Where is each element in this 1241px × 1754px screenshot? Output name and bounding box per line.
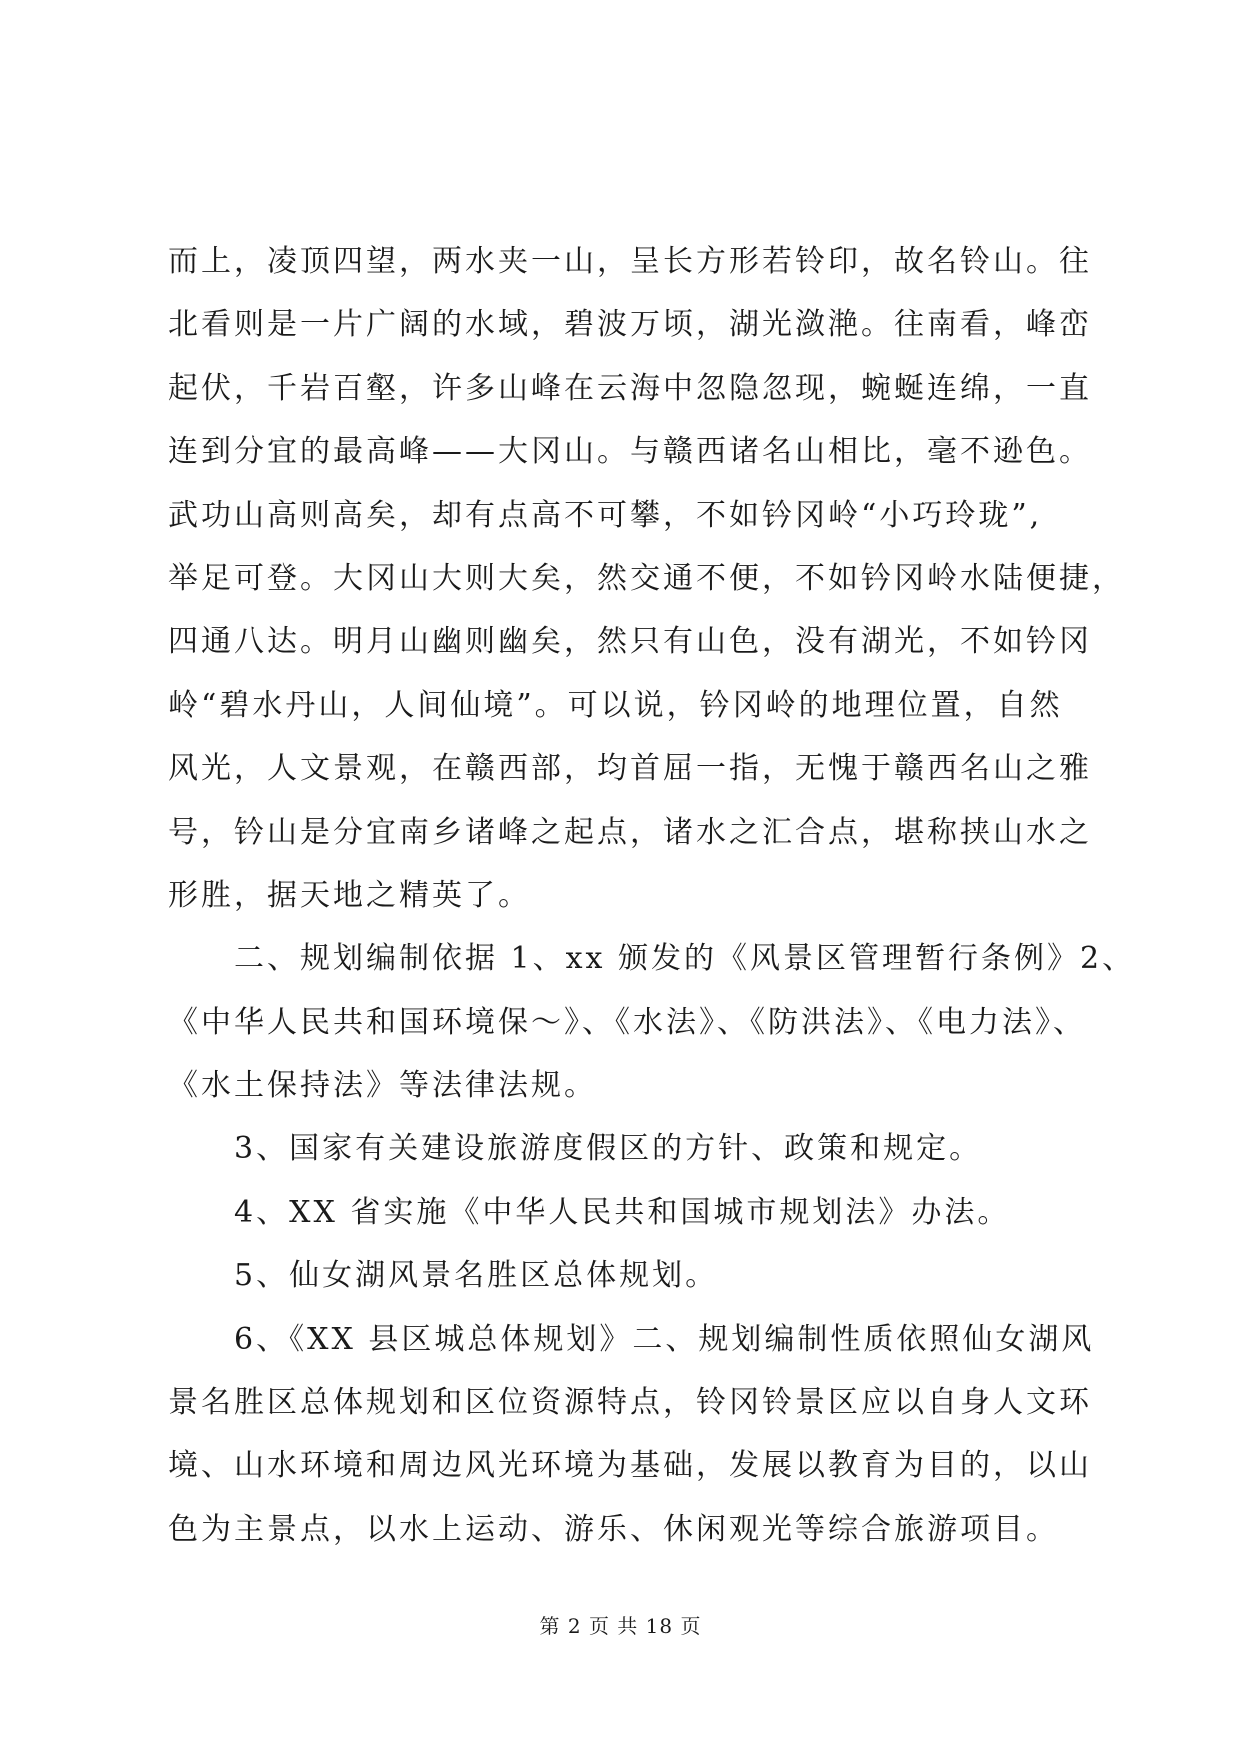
text-line: 境、山水环境和周边风光环境为基础，发展以教育为目的，以山 (168, 1448, 1092, 1484)
text-line: 6、《XX 县区城总体规划》二、规划编制性质依照仙女湖风 (168, 1321, 1095, 1357)
text-line: 起伏，千岩百壑，许多山峰在云海中忽隐忽现，蜿蜒连绵，一直 (168, 370, 1092, 406)
text-line: 《中华人民共和国环境保～》、《水法》、《防洪法》、《电力法》、 (168, 1004, 1086, 1040)
text-line: 二、规划编制依据 1、xx 颁发的《风景区管理暂行条例》2、 (168, 941, 1136, 977)
text-line: 四通八达。明月山幽则幽矣，然只有山色，没有湖光，不如钤冈 (168, 624, 1092, 660)
text-line: 举足可登。大冈山大则大矣，然交通不便，不如钤冈岭水陆便捷， (168, 560, 1125, 596)
text-line: 北看则是一片广阔的水域，碧波万顷，湖光潋滟。往南看，峰峦 (168, 307, 1092, 343)
text-line: 风光，人文景观，在赣西部，均首屈一指，无愧于赣西名山之雅 (168, 751, 1092, 787)
text-line: 武功山高则高矣，却有点高不可攀，不如钤冈岭“小巧玲珑”, (168, 497, 1043, 533)
text-line: 4、XX 省实施《中华人民共和国城市规划法》办法。 (168, 1194, 1011, 1230)
text-line: 色为主景点，以水上运动、游乐、休闲观光等综合旅游项目。 (168, 1511, 1059, 1547)
text-line: 《水土保持法》等法律法规。 (168, 1068, 597, 1104)
text-line: 连到分宜的最高峰——大冈山。与赣西诸名山相比，毫不逊色。 (168, 434, 1092, 470)
text-line: 5、仙女湖风景名胜区总体规划。 (168, 1258, 719, 1294)
page-number-footer: 第 2 页 共 18 页 (539, 1614, 702, 1638)
text-line: 号，钤山是分宜南乡诸峰之起点，诸水之汇合点，堪称挟山水之 (168, 814, 1092, 850)
text-line: 3、国家有关建设旅游度假区的方针、政策和规定。 (168, 1131, 983, 1167)
text-line: 形胜，据天地之精英了。 (168, 877, 531, 913)
body-text (168, 230, 1136, 1561)
text-line: 景名胜区总体规划和区位资源特点，铃冈铃景区应以自身人文环 (168, 1385, 1092, 1421)
text-line: 岭“碧水丹山，人间仙境”。可以说，钤冈岭的地理位置，自然 (168, 687, 1063, 723)
text-line: 而上，凌顶四望，两水夹一山，呈长方形若铃印，故名铃山。往 (168, 244, 1092, 279)
